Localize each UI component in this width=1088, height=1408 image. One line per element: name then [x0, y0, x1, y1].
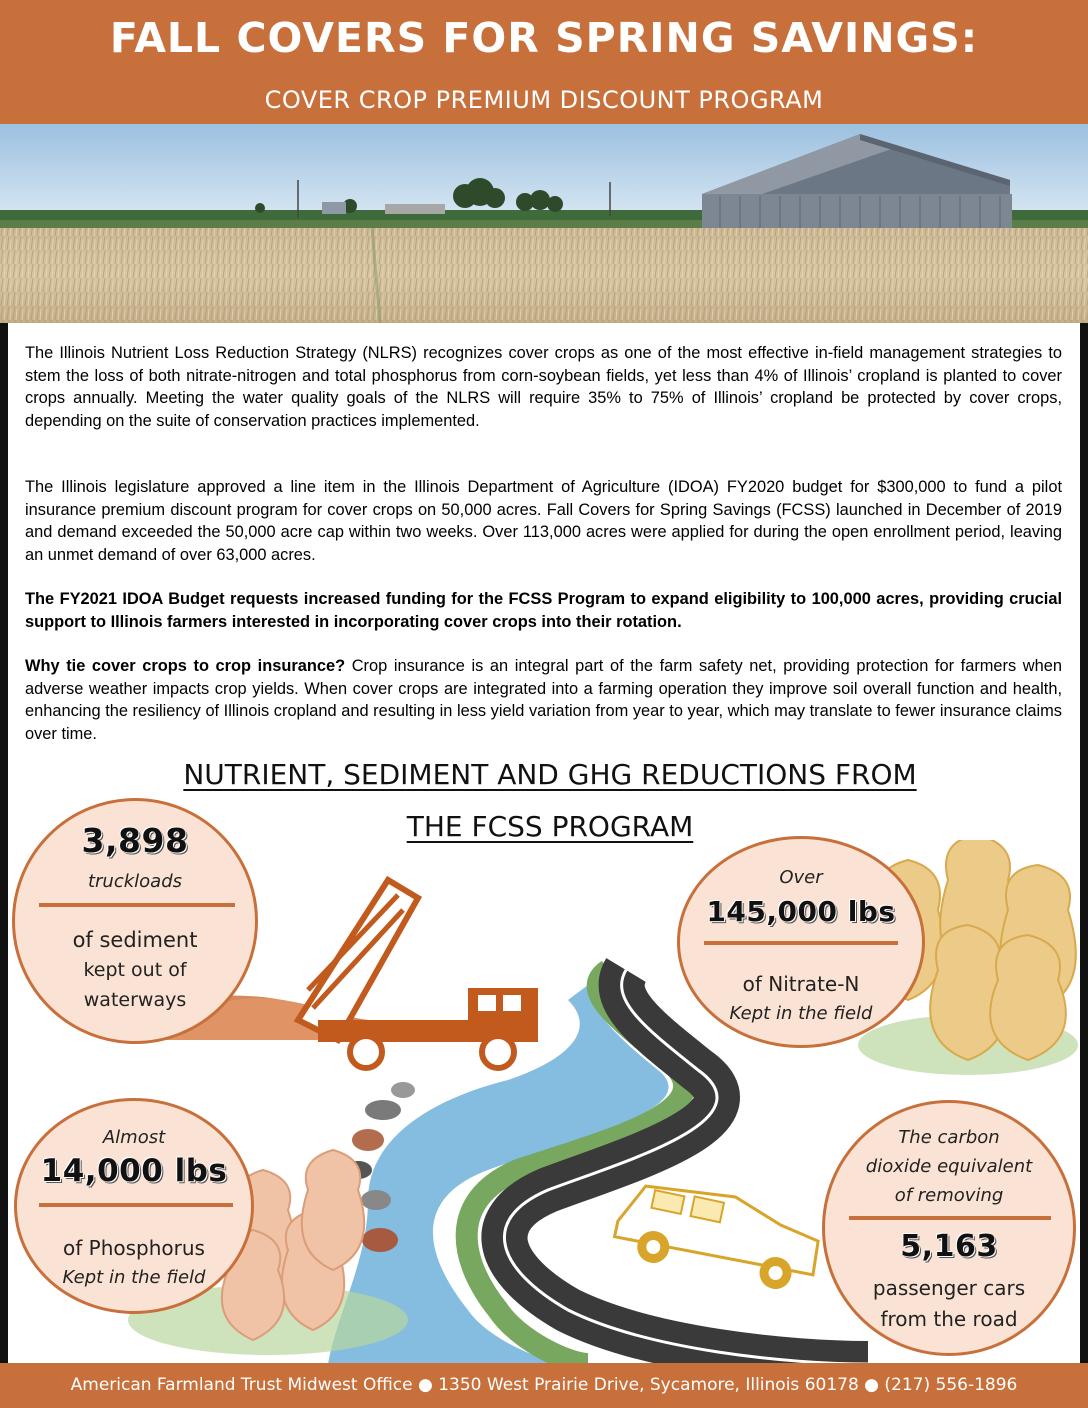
sediment-divider [39, 903, 235, 907]
right-border [1080, 323, 1088, 1363]
page-title: FALL COVERS FOR SPRING SAVINGS: [109, 14, 979, 62]
sediment-line2: kept out of [83, 959, 187, 981]
farm-field-photo [0, 124, 1088, 323]
carbon-line1: The carbon [898, 1127, 1000, 1148]
header-banner [0, 0, 1088, 124]
phosphorus-value: 14,000 lbs [40, 1153, 228, 1189]
phosphorus-divider [39, 1203, 233, 1207]
nitrate-prefix: Over [779, 867, 823, 888]
phosphorus-prefix: Almost [102, 1127, 166, 1148]
carbon-value: 5,163 [900, 1229, 998, 1264]
section-title-line1: NUTRIENT, SEDIMENT AND GHG REDUCTIONS FROM [183, 758, 917, 791]
carbon-line5: from the road [880, 1307, 1018, 1331]
nitrate-value: 145,000 lbs [706, 895, 896, 928]
carbon-divider [849, 1216, 1051, 1220]
sediment-value: 3,898 [81, 821, 189, 860]
carbon-stat-circle [822, 1100, 1076, 1356]
page-subtitle: COVER CROP PREMIUM DISCOUNT PROGRAM [264, 86, 824, 114]
footer-contact: American Farmland Trust Midwest Office ● 1350 West Prairie Drive, Sycamore, Illinois 60178 ● (217) 556-1896 [0, 1363, 1088, 1408]
sediment-unit: truckloads [87, 871, 183, 892]
crop-insurance-question: Why tie cover crops to crop insurance? [25, 657, 346, 675]
paragraph-legislature: The Illinois legislature approved a line item in the Illinois Department of Agriculture (IDOA) FY2020 budget for $300,000 to fund a pilot insurance premium discount program for cover crops on 50,000 acres. Fall Covers for Spring Savings (FCSS) launched in December of 2019 and demand exceeded the 50,000 acre cap within two weeks. Over 113,000 acres were applied for during the open enrollment period, leaving an unmet demand of over 63,000 acres. [25, 478, 1062, 564]
sediment-line3: waterways [83, 989, 187, 1011]
phosphorus-stat-circle [14, 1098, 254, 1314]
paragraph-nlrs: The Illinois Nutrient Loss Reduction Strategy (NLRS) recognizes cover crops as one of the most effective in-field management strategies to stem the loss of both nitrate-nitrogen and total phosphorus from corn-soybean fields, yet less than 4% of Illinois’ cropland is planted to cover crops annually. Meeting the water quality goals of the NLRS will require 35% to 75% of Illinois’ cropland be protected by cover crops, depending on the suite of conservation practices implemented. [25, 344, 1062, 430]
paragraph-crop-insurance [25, 655, 1062, 745]
sediment-line1: of sediment [72, 928, 198, 952]
nitrate-divider [704, 941, 898, 945]
paragraph-budget-request: The FY2021 IDOA Budget requests increased funding for the FCSS Program to expand eligibility to 100,000 acres, providing crucial support to Illinois farmers interested in incorporating cover crops into their rotation. [25, 590, 1062, 631]
carbon-line3: of removing [894, 1185, 1004, 1206]
nitrate-line2: Kept in the field [729, 1003, 873, 1024]
phosphorus-line1: of Phosphorus [63, 1236, 205, 1260]
phosphorus-line2: Kept in the field [62, 1267, 206, 1288]
nitrate-stat-circle [677, 836, 925, 1048]
carbon-line2: dioxide equivalent [865, 1156, 1033, 1177]
sediment-stat-circle [12, 798, 258, 1044]
left-border [0, 323, 8, 1363]
nitrate-line1: of Nitrate-N [742, 972, 860, 996]
crop-insurance-answer: Crop insurance is an integral part of the farm safety net, providing protection for farmers when adverse weather impacts crop yields. When cover crops are integrated into a farming operation they improve soil overall function and health, enhancing the resiliency of Illinois cropland and resulting in less yield variation from year to year, which may translate to fewer insurance claims over time. [25, 657, 1062, 743]
section-title-line2: THE FCSS PROGRAM [406, 810, 694, 843]
carbon-line4: passenger cars [872, 1276, 1026, 1300]
dump-truck-icon [298, 880, 538, 1068]
passenger-car-icon [611, 1174, 826, 1296]
